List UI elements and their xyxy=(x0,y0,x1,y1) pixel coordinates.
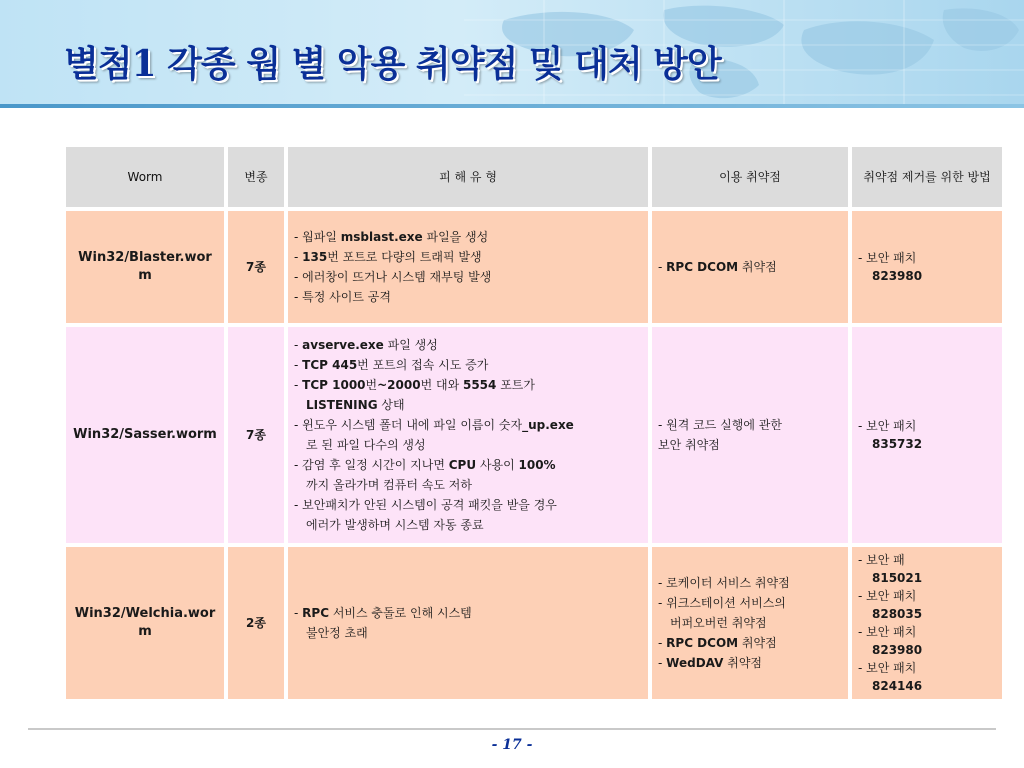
fix-label: - 보안 패 xyxy=(858,553,905,567)
effect-line: 불안정 초래 xyxy=(306,626,368,640)
fix-label: - 보안 패치 xyxy=(858,589,917,603)
fix-patch-number: 824146 xyxy=(872,679,923,693)
fix-label: - 보안 패치 xyxy=(858,251,917,265)
banner-bottom-rule xyxy=(0,104,1024,108)
fix-patch-number: 823980 xyxy=(872,643,923,657)
header-fix: 취약점 제거를 위한 방법 xyxy=(852,147,1002,207)
effect-line: - 윈도우 시스템 폴더 내에 파일 이름이 숫자_up.exe xyxy=(294,418,574,432)
vuln-line: - RPC DCOM 취약점 xyxy=(658,260,777,274)
table-row xyxy=(66,327,1002,543)
fix-cell xyxy=(852,211,1002,323)
table-row xyxy=(66,211,1002,323)
effect-line: - 135번 포트로 다량의 트래픽 발생 xyxy=(294,250,482,264)
effect-line: - 특정 사이트 공격 xyxy=(294,290,391,304)
vuln-line: - WedDAV 취약점 xyxy=(658,656,763,670)
worm-name-text: Win32/Sasser.worm xyxy=(73,427,217,442)
variant-count-text: 7종 xyxy=(246,260,266,274)
effect-line: - 감염 후 일정 시간이 지나면 CPU 사용이 100% xyxy=(294,458,556,472)
worm-table xyxy=(62,143,1006,703)
effect-line: - TCP 445번 포트의 접속 시도 증가 xyxy=(294,358,489,372)
effects-cell xyxy=(288,547,648,699)
effect-line: - avserve.exe 파일 생성 xyxy=(294,338,438,352)
vuln-line: - 로케이터 서비스 취약점 xyxy=(658,576,790,590)
variant-count xyxy=(228,547,284,699)
vuln-cell xyxy=(652,547,848,699)
worm-name xyxy=(66,547,224,699)
variant-count xyxy=(228,211,284,323)
worm-name-text: Win32/Blaster.worm xyxy=(78,250,212,283)
fix-patch-number: 823980 xyxy=(872,269,923,283)
effect-line: - TCP 1000번~2000번 대와 5554 포트가 xyxy=(294,378,535,392)
variant-count-text: 2종 xyxy=(246,616,266,630)
fix-patch-number: 835732 xyxy=(872,437,923,451)
header-worm: Worm xyxy=(66,147,224,207)
worm-name xyxy=(66,327,224,543)
footer-rule xyxy=(28,728,996,730)
effect-line: - 보안패치가 안된 시스템이 공격 패킷을 받을 경우 xyxy=(294,498,557,512)
vuln-line: - 원격 코드 실행에 관한 xyxy=(658,418,782,432)
effect-line: - RPC 서비스 충돌로 인해 시스템 xyxy=(294,606,472,620)
effect-line: - 웜파일 msblast.exe 파일을 생성 xyxy=(294,230,489,244)
fix-patch-number: 815021 xyxy=(872,571,923,585)
header-damage: 피 해 유 형 xyxy=(288,147,648,207)
effect-line: 로 된 파일 다수의 생성 xyxy=(306,438,426,452)
effect-line: 까지 올라가며 컴퓨터 속도 저하 xyxy=(306,478,472,492)
effects-cell xyxy=(288,327,648,543)
fix-cell xyxy=(852,327,1002,543)
table-row xyxy=(66,547,1002,699)
effect-line: - 에러창이 뜨거나 시스템 재부팅 발생 xyxy=(294,270,492,284)
effect-line: 에러가 발생하며 시스템 자동 종료 xyxy=(306,518,484,532)
header-variants: 변종 xyxy=(228,147,284,207)
page-number: - 17 - xyxy=(491,737,533,753)
vuln-line: 버퍼오버런 취약점 xyxy=(670,616,767,630)
fix-cell xyxy=(852,547,1002,699)
effects-cell xyxy=(288,211,648,323)
variant-count-text: 7종 xyxy=(246,428,266,442)
page-title: 별첨1 각종 웜 별 악용 취약점 및 대처 방안 xyxy=(64,43,721,85)
fix-patch-number: 828035 xyxy=(872,607,923,621)
effect-line: LISTENING 상태 xyxy=(306,398,405,412)
vuln-cell xyxy=(652,327,848,543)
worm-name-text: Win32/Welchia.worm xyxy=(74,606,216,639)
vuln-line: 보안 취약점 xyxy=(658,438,720,452)
fix-label: - 보안 패치 xyxy=(858,661,917,675)
header-vuln: 이용 취약점 xyxy=(652,147,848,207)
variant-count xyxy=(228,327,284,543)
vuln-line: - 위크스테이션 서비스의 xyxy=(658,596,786,610)
fix-label: - 보안 패치 xyxy=(858,419,917,433)
fix-label: - 보안 패치 xyxy=(858,625,917,639)
vuln-line: - RPC DCOM 취약점 xyxy=(658,636,777,650)
worm-table-container xyxy=(62,143,991,703)
table-header-row xyxy=(66,147,1002,207)
vuln-cell xyxy=(652,211,848,323)
worm-name xyxy=(66,211,224,323)
